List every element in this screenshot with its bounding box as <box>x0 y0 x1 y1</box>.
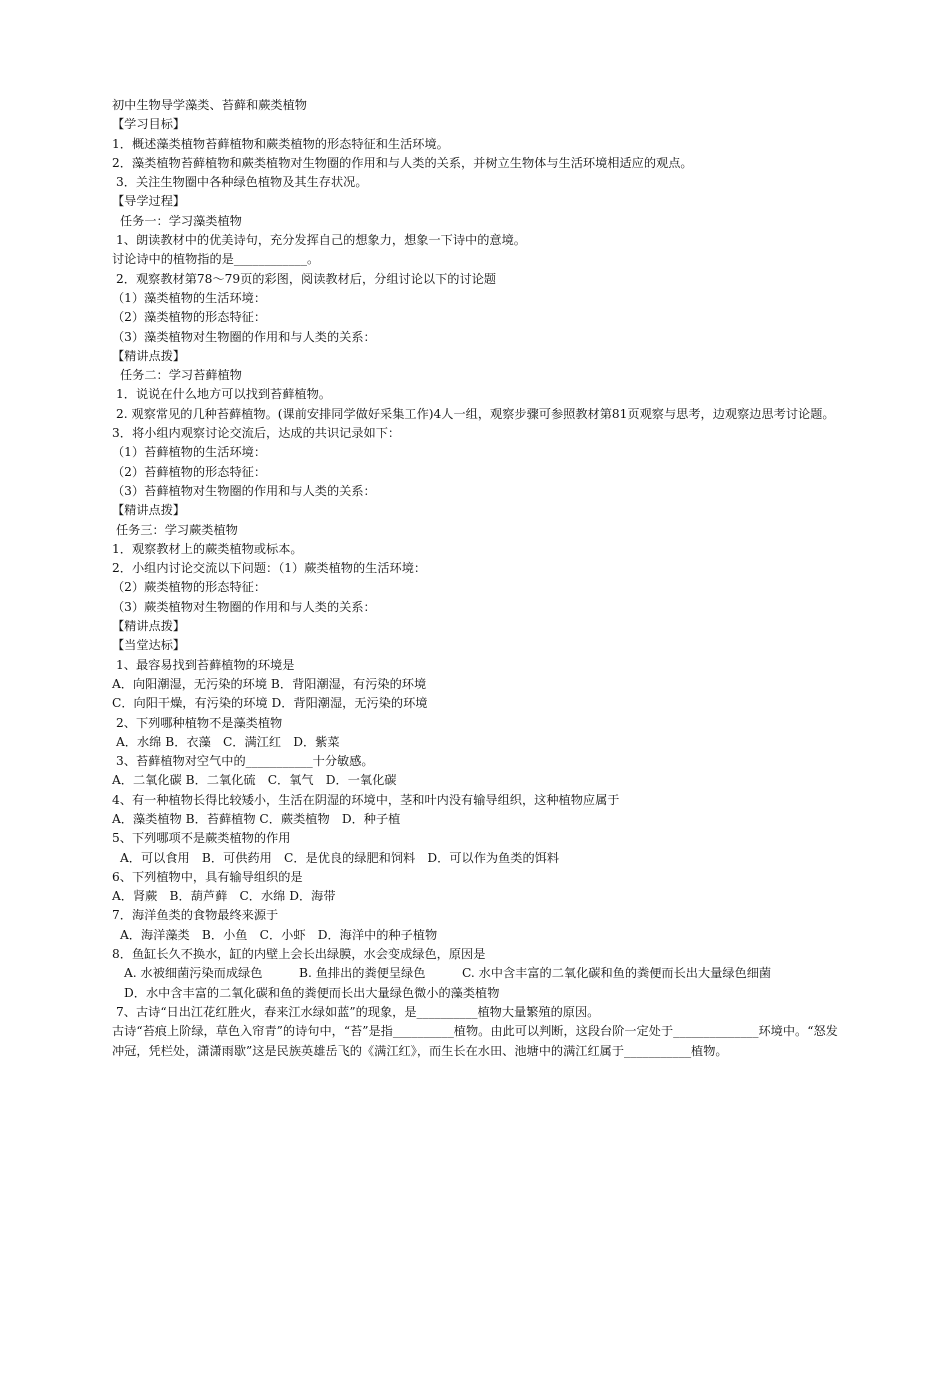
text-line: 任务二：学习苔藓植物 <box>120 368 242 383</box>
text-line: 1、朗读教材中的优美诗句，充分发挥自己的想象力，想象一下诗中的意境。 <box>116 233 526 248</box>
text-line: 任务三：学习蕨类植物 <box>116 522 238 537</box>
document-body <box>112 96 842 1061</box>
text-line: 【精讲点拨】 <box>112 619 186 634</box>
text-line: 6、下列植物中，具有输导组织的是 <box>112 869 303 884</box>
text-line: A．二氧化碳 B．二氧化硫 C．氧气 D．一氧化碳 <box>112 773 397 788</box>
text-line: （3）蕨类植物对生物圈的作用和与人类的关系： <box>112 599 376 614</box>
text-line: 5、下列哪项不是蕨类植物的作用 <box>112 831 291 846</box>
text-line: A．可以食用 B．可供药用 C．是优良的绿肥和饲料 D．可以作为鱼类的饵料 <box>120 850 560 865</box>
text-line: 8．鱼缸长久不换水，缸的内壁上会长出绿膜，水会变成绿色，原因是 <box>112 947 486 962</box>
text-line: A．肾蕨 B．葫芦藓 C．水绵 D．海带 <box>112 889 336 904</box>
text-line: A. 水被细菌污染而成绿色 B. 鱼排出的粪便呈绿色 C. 水中含丰富的二氧化碳和鱼的粪便而长出大量绿色细菌 <box>124 966 772 981</box>
text-line: （2）苔藓植物的形态特征： <box>112 464 267 479</box>
text-line: 【精讲点拨】 <box>112 348 186 363</box>
text-line: （1）苔藓植物的生活环境： <box>112 445 267 460</box>
text-line: C．向阳干燥，有污染的环境 D．背阳潮湿，无污染的环境 <box>112 696 428 711</box>
text-line: 任务一：学习藻类植物 <box>120 213 242 228</box>
document-title: 初中生物导学藻类、苔藓和蕨类植物 <box>112 98 307 112</box>
text-line: （3）苔藓植物对生物圈的作用和与人类的关系： <box>112 483 376 498</box>
text-line: 古诗“苔痕上阶绿，草色入帘青”的诗句中，“苔”是指__________植物。由此可以判断，这段台阶一定处于______________环境中。“怒发冲冠，凭栏处，潇潇雨歇”这是民族英雄岳飞的《满江红》，而生长在水田、池塘中的满江红属于___________植物。 <box>112 1024 838 1058</box>
text-line: 1．概述藻类植物苔藓植物和蕨类植物的形态特征和生活环境。 <box>112 136 449 151</box>
text-line: （3）藻类植物对生物圈的作用和与人类的关系： <box>112 329 376 344</box>
text-line: 7、古诗“日出江花红胜火，春来江水绿如蓝”的现象，是__________植物大量繁殖的原因。 <box>116 1004 600 1019</box>
text-line: 3、苔藓植物对空气中的___________十分敏感。 <box>116 754 374 769</box>
text-line: A．海洋藻类 B．小鱼 C．小虾 D．海洋中的种子植物 <box>120 927 438 942</box>
text-line: 2．观察教材第78～79页的彩图，阅读教材后，分组讨论以下的讨论题 <box>116 271 497 286</box>
text-line: 1、最容易找到苔藓植物的环境是 <box>116 657 295 672</box>
text-line: 4、有一种植物长得比较矮小，生活在阴湿的环境中，茎和叶内没有输导组织，这种植物应属于 <box>112 792 620 807</box>
text-line: （2）蕨类植物的形态特征： <box>112 580 267 595</box>
text-line: 1．说说在什么地方可以找到苔藓植物。 <box>116 387 331 402</box>
text-line: 2、下列哪种植物不是藻类植物 <box>116 715 283 730</box>
text-line: 7．海洋鱼类的食物最终来源于 <box>112 908 279 923</box>
text-line: A．向阳潮湿，无污染的环境 B．背阳潮湿，有污染的环境 <box>112 676 427 691</box>
text-line: 2. 观察常见的几种苔藓植物。(课前安排同学做好采集工作)4人一组，观察步骤可参照教材第81页观察与思考，边观察边思考讨论题。 <box>116 406 835 421</box>
text-line: 2．藻类植物苔藓植物和蕨类植物对生物圈的作用和与人类的关系，并树立生物体与生活环境相适应的观点。 <box>112 155 693 170</box>
text-line: （2）藻类植物的形态特征： <box>112 310 267 325</box>
text-line: 【精讲点拨】 <box>112 503 186 518</box>
text-line: （1）藻类植物的生活环境： <box>112 290 267 305</box>
text-line: 【导学过程】 <box>112 194 186 209</box>
text-line: A．藻类植物 B．苔藓植物 C．蕨类植物 D．种子植 <box>112 811 401 826</box>
text-line: D．水中含丰富的二氧化碳和鱼的粪便而长出大量绿色微小的藻类植物 <box>124 985 500 1000</box>
text-line: 【学习目标】 <box>112 117 186 132</box>
text-line: 3．将小组内观察讨论交流后，达成的共识记录如下： <box>112 426 401 441</box>
text-line: 【当堂达标】 <box>112 638 186 653</box>
text-line: A．水绵 B．衣藻 C．满江红 D．紫菜 <box>116 734 340 749</box>
text-line: 2．小组内讨论交流以下问题：（1）蕨类植物的生活环境： <box>112 561 427 576</box>
text-line: 3．关注生物圈中各种绿色植物及其生存状况。 <box>116 175 368 190</box>
text-line: 讨论诗中的植物指的是____________。 <box>112 252 320 267</box>
text-line: 1．观察教材上的蕨类植物或标本。 <box>112 541 303 556</box>
